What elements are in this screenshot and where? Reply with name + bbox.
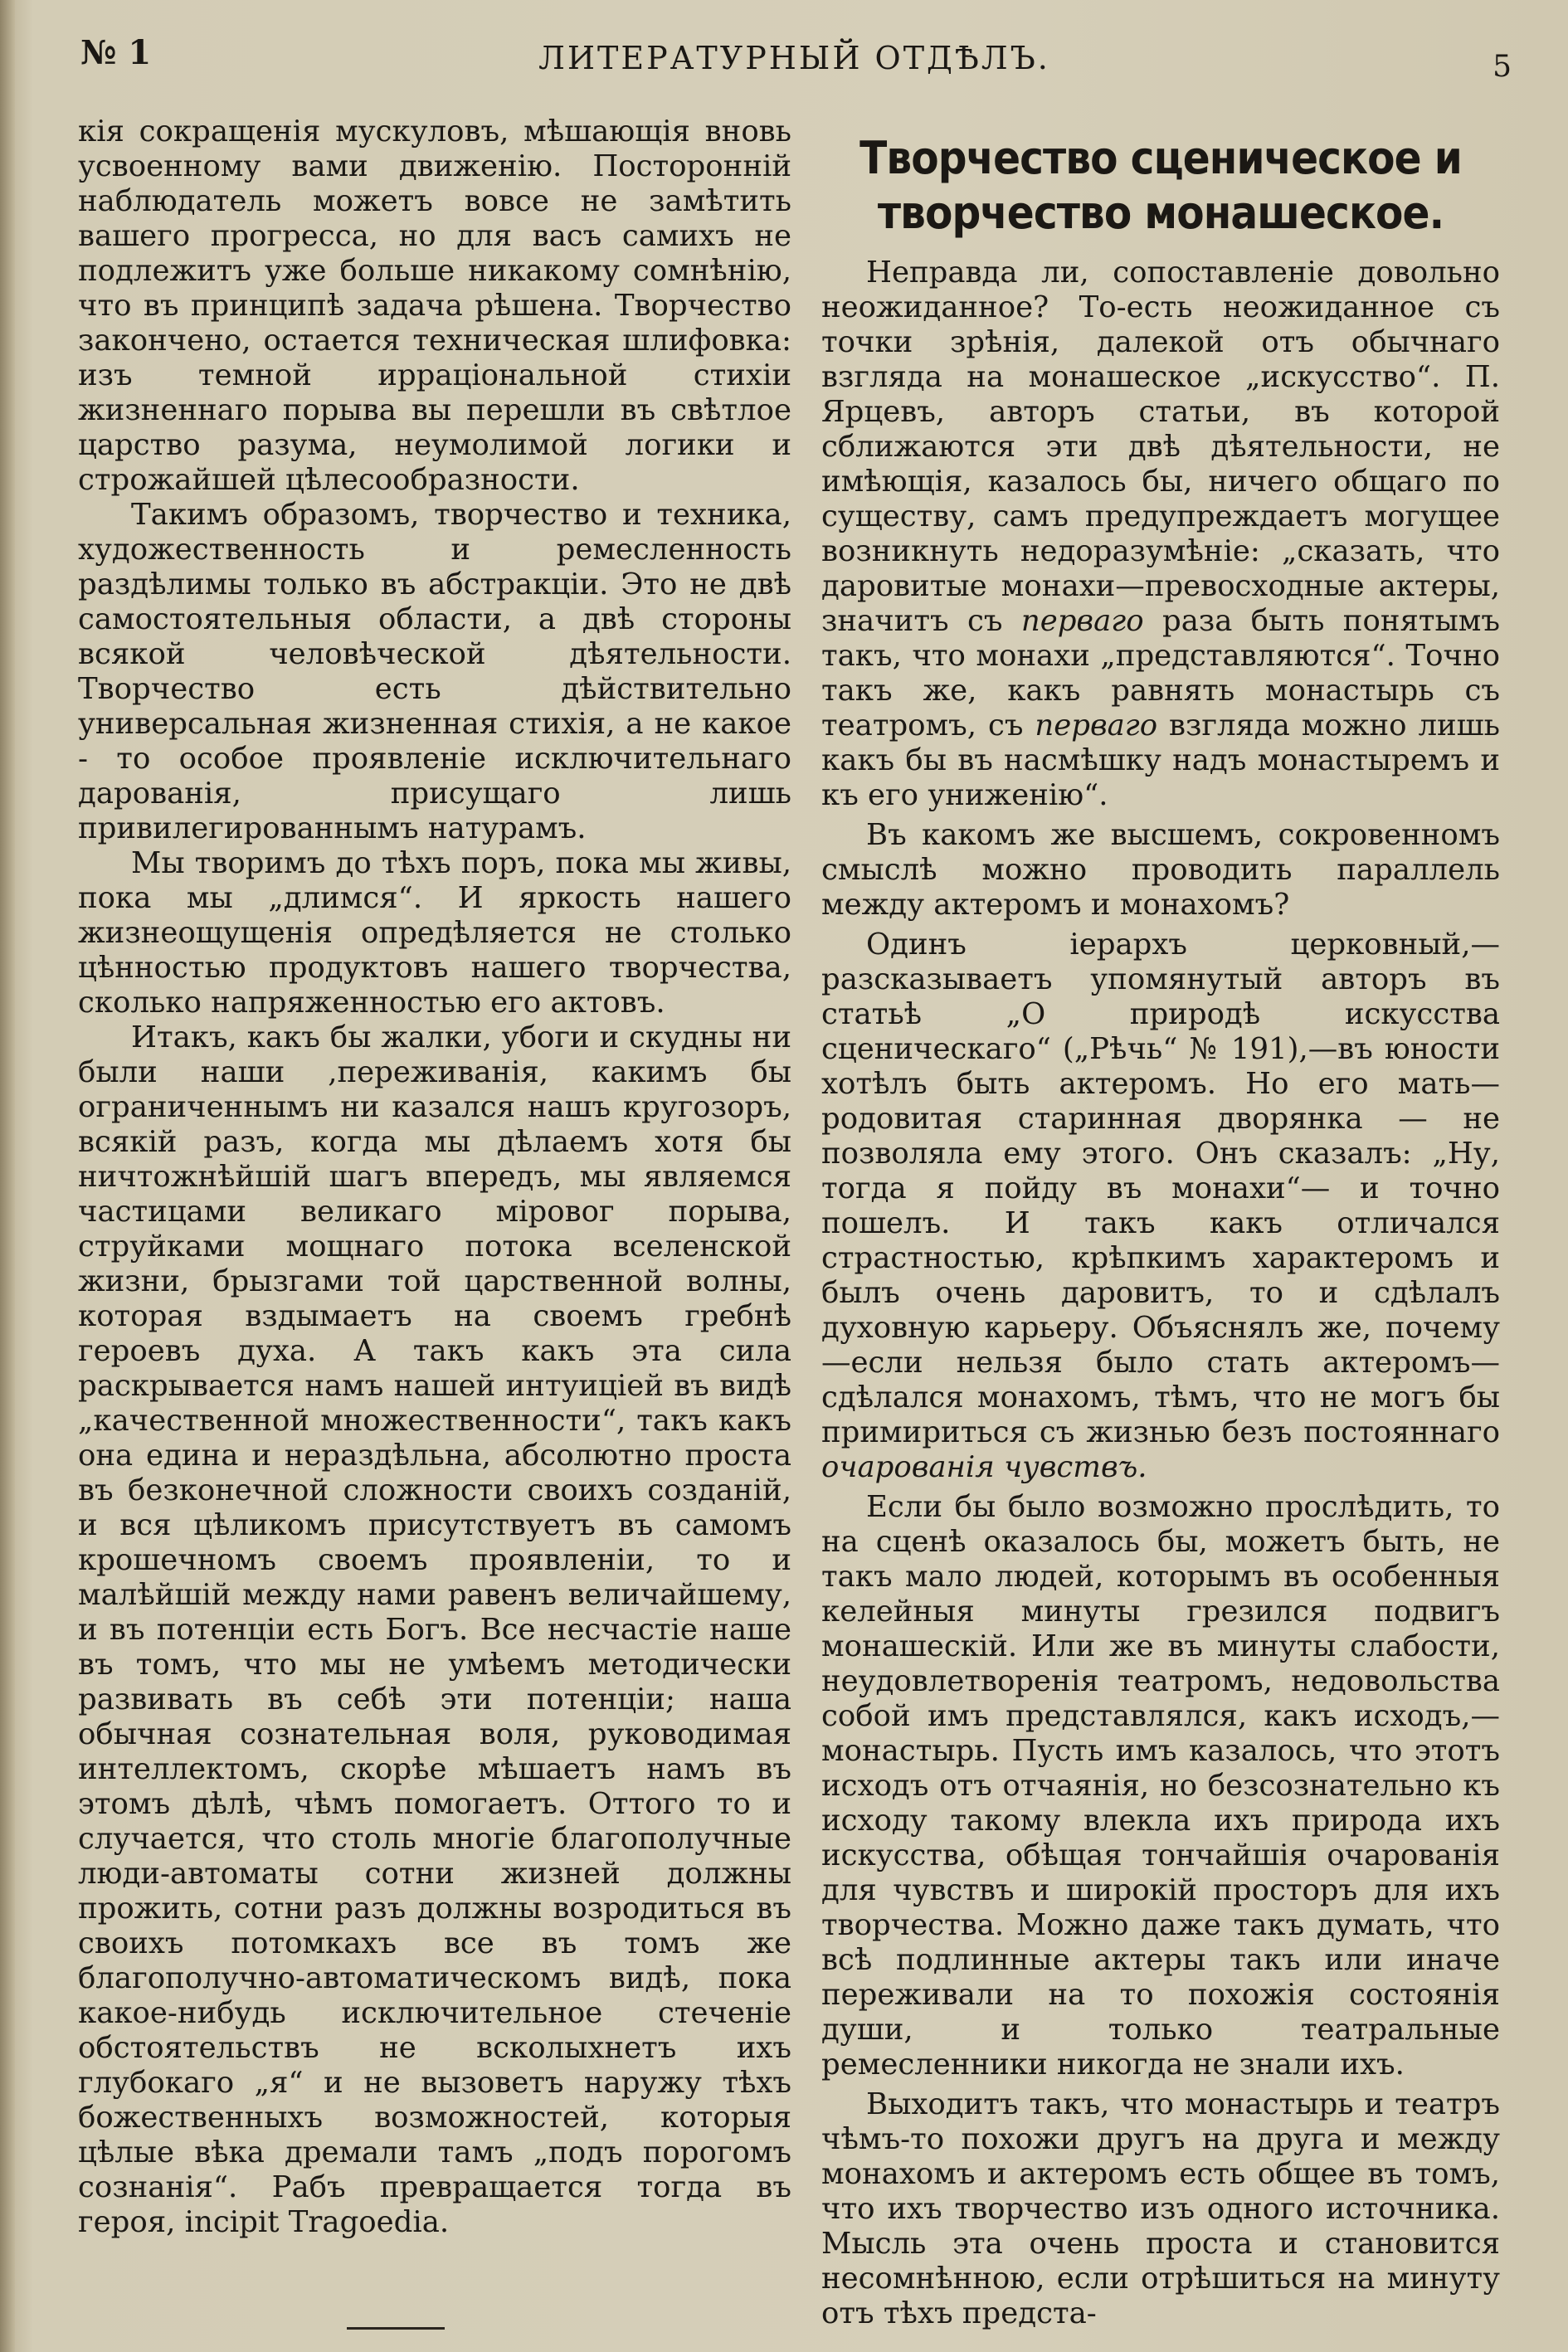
paragraph: Въ какомъ же высшемъ, сокровенномъ смыслѣ можно проводить параллель между актеромъ и монахомъ?	[821, 818, 1500, 922]
text-run: взгляда можно лишь какъ бы въ насмѣшку надъ монастыремъ и къ его униженію“.	[821, 709, 1500, 812]
left-column	[78, 114, 791, 2240]
section-title: ЛИТЕРАТУРНЫЙ ОТДѢЛЪ.	[538, 40, 1050, 76]
italic-run: перваго	[1035, 709, 1158, 743]
paragraph: Итакъ, какъ бы жалки, убоги и скудны ни были наши ,переживанія, какимъ бы ограниченнымъ ни казался нашъ кругозоръ, всякій разъ, когда мы дѣлаемъ хотя бы ничтожнѣйшій шагъ впередъ, мы являемся частицами великаго міровог порыва, струйками мощнаго потока вселенской жизни, брызгами той царственной волны, которая вздымаетъ на своемъ гребнѣ героевъ духа. А такъ какъ эта сила раскрывается намъ нашей интуиціей въ видѣ „качественной множественности“, такъ какъ она едина и нераздѣльна, абсолютно проста въ безконечной сложности своихъ созданій, и вся цѣликомъ присутствуетъ въ самомъ крошечномъ своемъ проявленіи, то и малѣйшій между нами равенъ величайшему, и въ потенціи есть Богъ. Все несчастіе наше въ томъ, что мы не умѣемъ методически развивать въ себѣ эти потенціи; наша обычная сознательная воля, руководимая интеллектомъ, скорѣе мѣшаетъ намъ въ этомъ дѣлѣ, чѣмъ помогаетъ. Оттого то и случается, что столь многіе благополучные люди-автоматы сотни жизней должны прожить, сотни разъ должны возродиться въ своихъ потомкахъ все въ томъ же благополучно-автоматическомъ видѣ, пока какое-нибудь исключительное стеченіе обстоятельствъ не всколыхнетъ ихъ глубокаго „я“ и не вызоветъ наружу тѣхъ божественныхъ возможностей, которыя цѣлые вѣка дремали тамъ „подъ порогомъ сознанія“. Рабъ превращается тогда въ героя, incipit Tragoedia.	[78, 1020, 791, 2239]
page-number: 5	[1493, 50, 1512, 84]
issue-number: № 1	[80, 33, 152, 72]
text-run: Одинъ іерархъ церковный,—разсказываетъ упомянутый авторъ въ статьѣ „О природѣ искусства сценическаго“ („Рѣчь“ № 191),—въ юности хотѣлъ быть актеромъ. Но его мать—родовитая старинная дворянка — не позволяла ему этого. Онъ сказалъ: „Ну, тогда я пойду въ монахи“— и точно пошелъ. И такъ какъ отличался страстностью, крѣпкимъ характеромъ и былъ очень даровитъ, то и сдѣлалъ духовную карьеру. Объяснялъ же, почему—если нельзя было стать актеромъ—сдѣлался монахомъ, тѣмъ, что не могъ бы примириться съ жизнью безъ постояннаго	[821, 928, 1500, 1449]
paragraph	[821, 928, 1500, 1485]
paragraph: Мы творимъ до тѣхъ поръ, пока мы живы, пока мы „длимся“. И яркость нашего жизнеощущенія опредѣляется не столько цѣнностью продуктовъ нашего творчества, сколько напряженностью его актовъ.	[78, 846, 791, 1020]
paragraph: Если бы было возможно прослѣдить, то на сценѣ оказалось бы, можетъ быть, не такъ мало людей, которымъ въ особенныя келейныя минуты грезился подвигъ монашескій. Или же въ минуты слабости, неудовлетворенія театромъ, недовольства собой имъ представлялся, какъ исходъ,—монастырь. Пусть имъ казалось, что этотъ исходъ отъ отчаянія, но безсознательно къ исходу такому влекла ихъ природа ихъ искусства, обѣщая тончайшія очарованія для чувствъ и широкій просторъ для ихъ творчества. Можно даже такъ думать, что всѣ подлинные актеры такъ или иначе переживали на то похожія состоянія души, и только театральные ремесленники никогда не знали ихъ.	[821, 1490, 1500, 2082]
text-run: Неправда ли, сопоставленіе довольно неожиданное? То-есть неожиданное съ точки зрѣнія, далекой отъ обычнаго взгляда на монашеское „искусство“. П. Ярцевъ, авторъ статьи, въ которой сближаются эти двѣ дѣятельности, не имѣющія, казалось бы, ничего общаго по существу, самъ предупреждаетъ могущее возникнуть недоразумѣніе: „сказать, что даровитые монахи—превосходные актеры, значитъ съ	[821, 256, 1500, 638]
paragraph: кія сокращенія мускуловъ, мѣшающія вновь усвоенному вами движенію. Посторонній наблюдатель можетъ вовсе не замѣтить вашего прогресса, но для васъ самихъ не подлежитъ уже больше никакому сомнѣнію, что въ принципѣ задача рѣшена. Творчество закончено, остается техническая шлифовка: изъ темной ирраціональной стихіи жизненнаго порыва вы перешли въ свѣтлое царство разума, неумолимой логики и строжайшей цѣлесообразности.	[78, 114, 791, 497]
paragraph	[821, 256, 1500, 813]
italic-run: перваго	[1020, 604, 1144, 638]
text-run: раза быть понятымъ такъ, что монахи „представляются“. Точно такъ же, какъ равнять монастырь съ театромъ, съ	[821, 604, 1500, 743]
article-title: Творчество сценическое и творчество монашеское.	[859, 132, 1462, 239]
right-column	[821, 131, 1500, 2331]
page-header	[71, 33, 1518, 83]
paragraph: Такимъ образомъ, творчество и техника, художественность и ремесленность раздѣлимы только въ абстракціи. Это не двѣ самостоятельныя области, а двѣ стороны всякой человѣческой дѣятельности. Творчество есть дѣйствительно универсальная жизненная стихія, а не какое - то особое проявленіе исключительнаго дарованія, присущаго лишь привилегированнымъ натурамъ.	[78, 498, 791, 845]
paragraph: Выходитъ такъ, что монастырь и театръ чѣмъ-то похожи другъ на друга и между монахомъ и актеромъ есть общее въ томъ, что ихъ творчество изъ одного источника. Мысль эта очень проста и становится несомнѣнною, если отрѣшиться на минуту отъ тѣхъ предста-	[821, 2087, 1500, 2330]
page-edge-shadow	[0, 0, 15, 2352]
column-end-rule	[347, 2327, 445, 2330]
italic-run: очарованія чувствъ.	[821, 1450, 1147, 1484]
